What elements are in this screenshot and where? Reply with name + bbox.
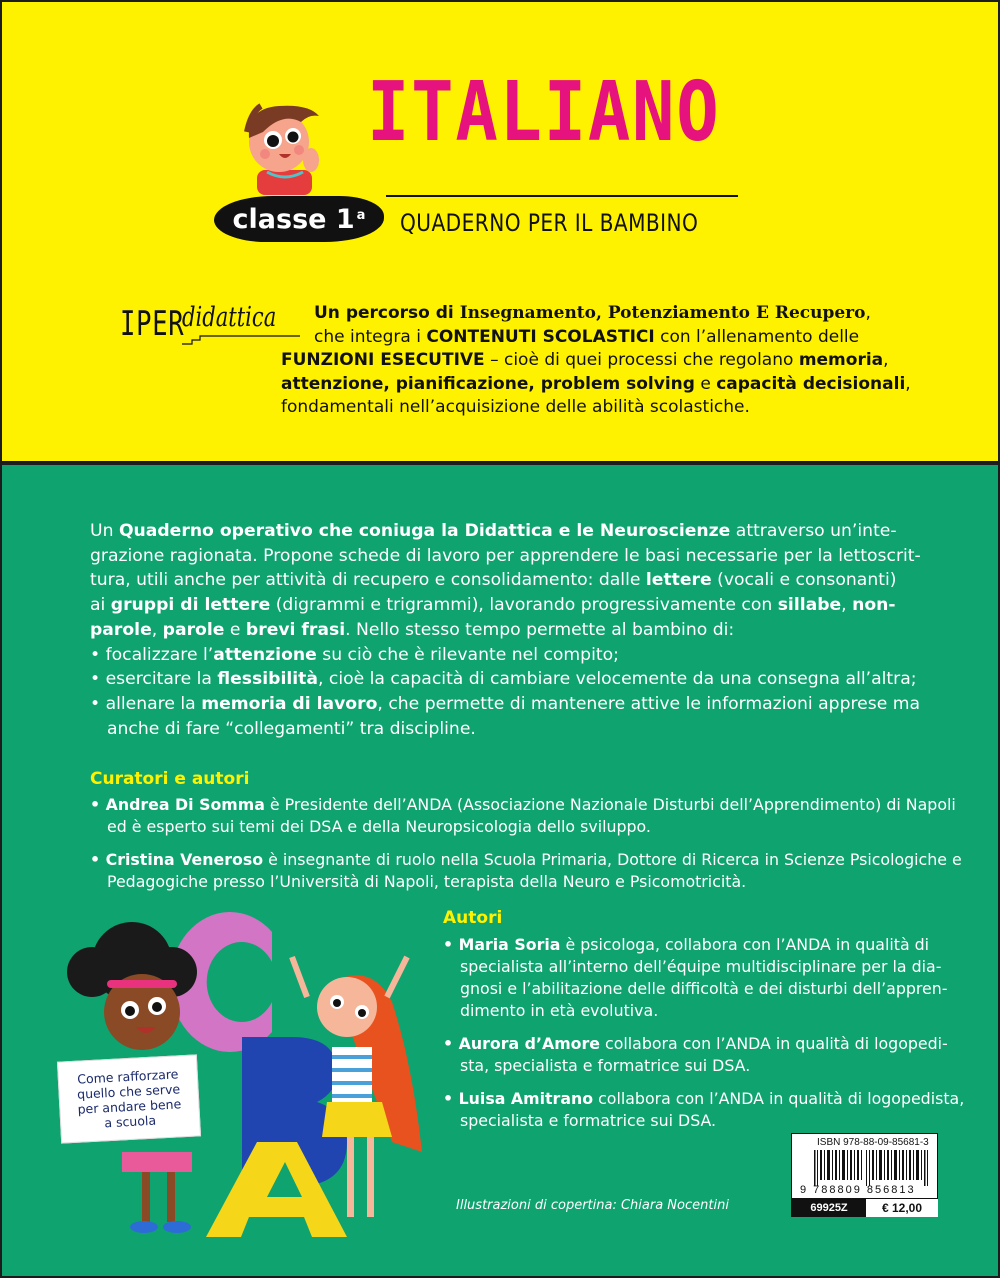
sign-card: Come rafforzare quello che serve per andare bene a scuola xyxy=(57,1054,201,1143)
top-panel xyxy=(2,2,998,463)
class-badge-label: classe 1 xyxy=(232,203,355,235)
illustration-credits: Illustrazioni di copertina: Chiara Nocentini xyxy=(456,1198,729,1213)
barcode-digits: 9 788809 856813 xyxy=(800,1184,916,1196)
curatori-heading: Curatori e autori xyxy=(90,769,250,789)
list-item: • Luisa Amitrano collabora con l’ANDA in qualità di logopedista, specialista e formatrice sui DSA. xyxy=(443,1089,965,1130)
autori-heading: Autori xyxy=(443,908,503,928)
iper-didattica-logo xyxy=(120,302,300,364)
stair-underline-icon xyxy=(180,326,300,346)
class-badge xyxy=(214,196,384,242)
book-title: ITALIANO xyxy=(367,65,721,160)
barcode-icon xyxy=(814,1150,934,1186)
list-item: • Aurora d’Amore collabora con l’ANDA in qualità di logopedi- sta, specialista e formatrice sui DSA. xyxy=(443,1034,948,1075)
title-divider xyxy=(386,195,738,197)
class-badge-superscript: a xyxy=(356,207,366,223)
description-paragraph: Un Quaderno operativo che coniuga la Didattica e le Neuroscienze attraverso un’inte- grazione ragionata. Propone schede di lavoro per apprendere le basi necessarie per la lettoscrit- tura, utili anche per attività di recupero e consolidamento: dalle lettere (vocali e consonanti) ai gruppi di lettere (digrammi e trigrammi), lavorando progressivamente con sillabe, non- parole, parole e brevi frasi. Nello stesso tempo permette al bambino di: • focalizzare l’attenzione su ciò che è rilevante nel compito; • esercitare la flessibilità, cioè la capacità di cambiare velocemente da una consegna all’altra; • allenare la memoria di lavoro, che permette di mantenere attive le informazioni apprese ma anche di fare “collegamenti” tra discipline. xyxy=(90,519,930,741)
bullet-item: • allenare la memoria di lavoro, che permette di mantenere attive le informazioni apprese ma xyxy=(90,693,921,714)
intro-paragraph: Un percorso di Insegnamento, Potenziamento E Recupero, che integra i CONTENUTI SCOLASTICI con l’allenamento delle FUNZIONI ESECUTIVE – cioè di quei processi che regolano memoria, attenzione, pianificazione, problem solving e capacità decisionali, fondamentali nell’acquisizione delle abilità scolastiche. xyxy=(281,303,911,417)
curatori-list xyxy=(90,794,962,904)
list-item: • Maria Soria è psicologa, collabora con l’ANDA in qualità di specialista all’interno dell’équipe multidisciplinare per la dia- gnosi e l’abilitazione delle difficoltà e dei disturbi dell’appren- dimento in età evolutiva. xyxy=(443,935,948,1020)
bullet-item: • esercitare la flessibilità, cioè la capacità di cambiare velocemente da una consegna all’altra; xyxy=(90,669,917,690)
book-subtitle: QUADERNO PER IL BAMBINO xyxy=(400,209,699,237)
logo-iper-text: IPER xyxy=(120,304,185,344)
isbn-text: ISBN 978-88-09-85681-3 xyxy=(817,1137,929,1148)
isbn-barcode xyxy=(791,1133,938,1217)
logo-didattica-text: didattica xyxy=(182,302,277,333)
bullet-item: • focalizzare l’attenzione su ciò che è rilevante nel compito; xyxy=(90,644,619,665)
autori-list xyxy=(443,934,965,1143)
price-label: € 12,00 xyxy=(866,1198,938,1217)
product-code: 69925Z xyxy=(792,1198,866,1217)
boy-illustration-icon xyxy=(227,90,337,200)
list-item: • Andrea Di Somma è Presidente dell’ANDA (Associazione Nazionale Disturbi dell’Apprendimento) di Napoli ed è esperto sui temi dei DSA e della Neuropsicologia dello sviluppo. xyxy=(90,795,956,836)
list-item: • Cristina Veneroso è insegnante di ruolo nella Scuola Primaria, Dottore di Ricerca in Scienze Psicologiche e Pedagogiche presso l’Università di Napoli, terapista della Neuro e Psicomotricità. xyxy=(90,850,962,891)
